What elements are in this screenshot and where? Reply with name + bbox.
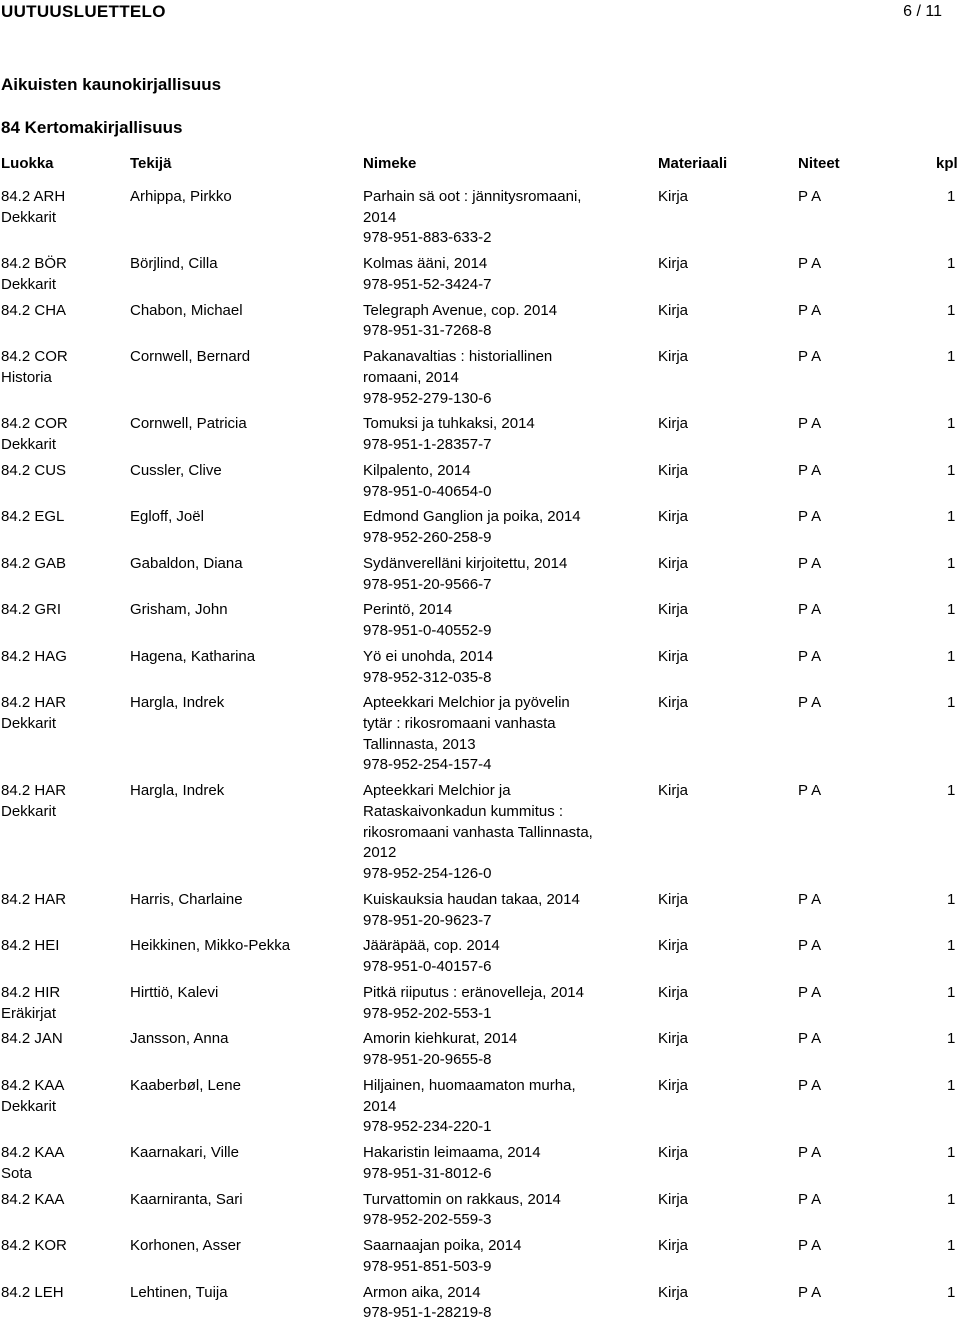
title-cell-line: Pakanavaltias : historiallinen — [363, 348, 553, 366]
title-cell — [363, 781, 633, 885]
class-cell — [1, 414, 121, 455]
book-list — [0, 187, 960, 1329]
title-cell — [363, 554, 633, 595]
title-cell — [363, 1143, 633, 1184]
material-cell: Kirja — [658, 647, 689, 665]
copies-cell: P A — [798, 1190, 822, 1208]
material-cell: Kirja — [658, 1076, 689, 1094]
count-cell: 1 — [947, 508, 956, 526]
title-cell-line: Jääräpää, cop. 2014 — [363, 937, 500, 955]
column-header-nimeke: Nimeke — [363, 155, 417, 172]
class-cell — [1, 187, 121, 228]
copies-cell: P A — [798, 1283, 822, 1301]
title-cell-line: Perintö, 2014 — [363, 601, 453, 619]
title-cell — [363, 693, 633, 776]
column-header-materiaali: Materiaali — [658, 155, 728, 172]
class-cell-line: Dekkarit — [1, 208, 57, 226]
class-cell — [1, 1029, 121, 1050]
page-header — [0, 2, 960, 24]
author-cell: Lehtinen, Tuija — [130, 1283, 228, 1301]
material-cell: Kirja — [658, 348, 689, 366]
class-cell-line: 84.2 HAR — [1, 890, 67, 908]
material-cell: Kirja — [658, 415, 689, 433]
title-cell — [363, 1236, 633, 1277]
copies-cell: P A — [798, 188, 822, 205]
title-cell-line: Rataskaivonkadun kummitus : — [363, 802, 564, 820]
copies-cell: P A — [798, 601, 822, 619]
class-cell — [1, 1076, 121, 1117]
title-cell-line: 978-952-202-559-3 — [363, 1211, 492, 1229]
author-cell: Egloff, Joël — [130, 508, 204, 526]
class-cell-line: 84.2 KOR — [1, 1237, 67, 1255]
title-cell-line: Telegraph Avenue, cop. 2014 — [363, 301, 558, 319]
page-number: 6 / 11 — [903, 3, 942, 20]
title-cell-line: Saarnaajan poika, 2014 — [363, 1237, 522, 1255]
author-cell: Hargla, Indrek — [130, 694, 225, 712]
table-row — [0, 1283, 960, 1329]
copies-cell: P A — [798, 937, 822, 955]
class-cell-line: 84.2 KAA — [1, 1076, 65, 1094]
title-cell — [363, 254, 633, 295]
count-cell: 1 — [947, 415, 956, 433]
table-row — [0, 936, 960, 983]
table-row — [0, 693, 960, 781]
material-cell: Kirja — [658, 782, 689, 800]
table-row — [0, 890, 960, 937]
material-cell: Kirja — [658, 601, 689, 619]
copies-cell: P A — [798, 415, 822, 433]
count-cell: 1 — [947, 601, 956, 619]
title-cell — [363, 1029, 633, 1070]
title-cell-line: 978-951-52-3424-7 — [363, 275, 492, 293]
material-cell: Kirja — [658, 890, 689, 908]
count-cell: 1 — [947, 554, 956, 572]
author-cell: Hagena, Katharina — [130, 647, 256, 665]
title-cell-line: 978-952-279-130-6 — [363, 389, 492, 407]
title-cell-line: 978-951-20-9566-7 — [363, 575, 492, 593]
title-cell — [363, 890, 633, 931]
copies-cell: P A — [798, 1076, 822, 1094]
count-cell: 1 — [947, 1237, 956, 1255]
count-cell: 1 — [947, 1144, 956, 1162]
column-header-tekija: Tekijä — [130, 155, 172, 172]
title-cell-line: 978-952-254-126-0 — [363, 865, 492, 883]
title-cell — [363, 301, 633, 342]
count-cell: 1 — [947, 647, 956, 665]
subsection-title: 84 Kertomakirjallisuus — [1, 118, 183, 137]
copies-cell: P A — [798, 461, 822, 479]
count-cell: 1 — [947, 348, 956, 366]
table-row — [0, 347, 960, 414]
title-cell-line: 978-951-31-7268-8 — [363, 322, 492, 340]
class-cell — [1, 647, 121, 668]
title-cell-line: 978-951-0-40157-6 — [363, 958, 492, 976]
copies-cell: P A — [798, 1237, 822, 1255]
class-cell — [1, 1143, 121, 1184]
author-cell: Hargla, Indrek — [130, 782, 225, 800]
title-cell-line: Hiljainen, huomaamaton murha, — [363, 1076, 576, 1094]
column-header-kpl: kpl — [936, 155, 958, 172]
class-cell-line: 84.2 HEI — [1, 937, 60, 955]
title-cell-line: Tallinnasta, 2013 — [363, 735, 476, 753]
author-cell: Kaaberbøl, Lene — [130, 1076, 241, 1094]
count-cell: 1 — [947, 1190, 956, 1208]
author-cell: Cussler, Clive — [130, 461, 222, 479]
count-cell: 1 — [947, 1076, 956, 1094]
material-cell: Kirja — [658, 937, 689, 955]
title-cell-line: 978-951-1-28357-7 — [363, 436, 492, 454]
table-row — [0, 507, 960, 554]
copies-cell: P A — [798, 647, 822, 665]
class-cell — [1, 600, 121, 621]
title-cell-line: 978-951-31-8012-6 — [363, 1164, 492, 1182]
table-row — [0, 301, 960, 348]
table-row — [0, 781, 960, 890]
author-cell: Jansson, Anna — [130, 1030, 229, 1048]
title-cell-line: 978-952-234-220-1 — [363, 1118, 492, 1136]
count-cell: 1 — [947, 1030, 956, 1048]
title-cell — [363, 187, 633, 249]
title-cell — [363, 507, 633, 548]
author-cell: Kaarniranta, Sari — [130, 1190, 243, 1208]
class-cell-line: Eräkirjat — [1, 1004, 57, 1022]
copies-cell: P A — [798, 301, 822, 319]
class-cell — [1, 347, 121, 388]
material-cell: Kirja — [658, 694, 689, 712]
table-row — [0, 187, 960, 254]
title-cell-line: tytär : rikosromaani vanhasta — [363, 715, 556, 733]
title-cell-line: 978-952-312-035-8 — [363, 668, 492, 686]
title-cell-line: 2014 — [363, 208, 397, 226]
count-cell: 1 — [947, 188, 956, 205]
class-cell — [1, 890, 121, 911]
column-header-luokka: Luokka — [1, 155, 54, 172]
title-cell-line: Armon aika, 2014 — [363, 1283, 481, 1301]
title-cell-line: Turvattomin on rakkaus, 2014 — [363, 1190, 561, 1208]
class-cell-line: Sota — [1, 1164, 32, 1182]
class-cell-line: Dekkarit — [1, 1097, 57, 1115]
title-cell-line: 2012 — [363, 844, 397, 862]
title-cell — [363, 347, 633, 409]
copies-cell: P A — [798, 890, 822, 908]
title-cell-line: 978-951-0-40552-9 — [363, 622, 492, 640]
class-cell-line: 84.2 COR — [1, 415, 68, 433]
author-cell: Heikkinen, Mikko-Pekka — [130, 937, 291, 955]
count-cell: 1 — [947, 694, 956, 712]
author-cell: Korhonen, Asser — [130, 1237, 241, 1255]
class-cell-line: 84.2 HAR — [1, 694, 67, 712]
title-cell-line: romaani, 2014 — [363, 368, 459, 386]
author-cell: Grisham, John — [130, 601, 228, 619]
author-cell: Cornwell, Bernard — [130, 348, 251, 366]
title-cell-line: 978-951-20-9623-7 — [363, 911, 492, 929]
column-headers — [0, 155, 960, 177]
title-cell-line: Parhain sä oot : jännitysromaani, — [363, 188, 582, 205]
table-row — [0, 461, 960, 508]
material-cell: Kirja — [658, 1283, 689, 1301]
class-cell — [1, 1236, 121, 1257]
class-cell-line: Historia — [1, 368, 52, 386]
author-cell: Cornwell, Patricia — [130, 415, 247, 433]
title-cell-line: 978-951-20-9655-8 — [363, 1051, 492, 1069]
title-cell-line: Apteekkari Melchior ja — [363, 782, 511, 800]
count-cell: 1 — [947, 937, 956, 955]
title-cell-line: 978-952-260-258-9 — [363, 529, 492, 547]
copies-cell: P A — [798, 554, 822, 572]
class-cell — [1, 507, 121, 528]
class-cell — [1, 1283, 121, 1304]
table-row — [0, 1029, 960, 1076]
count-cell: 1 — [947, 255, 956, 273]
table-row — [0, 600, 960, 647]
title-cell-line: Hakaristin leimaama, 2014 — [363, 1144, 541, 1162]
title-cell-line: 978-952-254-157-4 — [363, 756, 492, 774]
class-cell-line: 84.2 BÖR — [1, 255, 67, 273]
class-cell-line: 84.2 CUS — [1, 461, 67, 479]
title-cell-line: Kuiskauksia haudan takaa, 2014 — [363, 890, 580, 908]
material-cell: Kirja — [658, 508, 689, 526]
class-cell — [1, 693, 121, 734]
title-cell-line: 978-951-0-40654-0 — [363, 482, 492, 500]
class-cell-line: Dekkarit — [1, 436, 57, 454]
class-cell-line: 84.2 HIR — [1, 983, 61, 1001]
title-cell-line: 978-952-202-553-1 — [363, 1004, 492, 1022]
class-cell-line: 84.2 GRI — [1, 601, 62, 619]
title-cell-line: Apteekkari Melchior ja pyövelin — [363, 694, 570, 712]
copies-cell: P A — [798, 782, 822, 800]
title-cell-line: Amorin kiehkurat, 2014 — [363, 1030, 518, 1048]
class-cell-line: Dekkarit — [1, 275, 57, 293]
class-cell — [1, 254, 121, 295]
author-cell: Gabaldon, Diana — [130, 554, 243, 572]
class-cell — [1, 301, 121, 322]
column-header-niteet: Niteet — [798, 155, 840, 172]
copies-cell: P A — [798, 348, 822, 366]
title-cell-line: Sydänverelläni kirjoitettu, 2014 — [363, 554, 568, 572]
title-cell — [363, 647, 633, 688]
class-cell — [1, 554, 121, 575]
class-cell — [1, 461, 121, 482]
title-cell-line: Edmond Ganglion ja poika, 2014 — [363, 508, 581, 526]
material-cell: Kirja — [658, 188, 689, 205]
class-cell-line: Dekkarit — [1, 715, 57, 733]
material-cell: Kirja — [658, 1144, 689, 1162]
count-cell: 1 — [947, 782, 956, 800]
title-cell — [363, 414, 633, 455]
class-cell — [1, 936, 121, 957]
title-cell — [363, 600, 633, 641]
title-cell — [363, 1190, 633, 1231]
title-cell-line: 978-951-1-28219-8 — [363, 1304, 492, 1322]
table-row — [0, 983, 960, 1030]
class-cell-line: 84.2 KAA — [1, 1144, 65, 1162]
title-cell — [363, 1283, 633, 1324]
title-cell-line: 978-951-883-633-2 — [363, 229, 492, 247]
material-cell: Kirja — [658, 554, 689, 572]
copies-cell: P A — [798, 508, 822, 526]
author-cell: Börjlind, Cilla — [130, 255, 218, 273]
count-cell: 1 — [947, 983, 956, 1001]
material-cell: Kirja — [658, 255, 689, 273]
title-cell — [363, 983, 633, 1024]
title-cell-line: Tomuksi ja tuhkaksi, 2014 — [363, 415, 535, 433]
table-row — [0, 254, 960, 301]
material-cell: Kirja — [658, 1190, 689, 1208]
table-row — [0, 1076, 960, 1143]
count-cell: 1 — [947, 890, 956, 908]
table-row — [0, 647, 960, 694]
title-cell-line: Kolmas ääni, 2014 — [363, 255, 488, 273]
title-cell-line: Kilpalento, 2014 — [363, 461, 471, 479]
class-cell-line: Dekkarit — [1, 802, 57, 820]
count-cell: 1 — [947, 1283, 956, 1301]
class-cell-line: 84.2 CHA — [1, 301, 67, 319]
author-cell: Arhippa, Pirkko — [130, 188, 232, 205]
material-cell: Kirja — [658, 1030, 689, 1048]
class-cell-line: 84.2 LEH — [1, 1283, 64, 1301]
copies-cell: P A — [798, 983, 822, 1001]
section-title: Aikuisten kaunokirjallisuus — [1, 75, 222, 94]
title-cell-line: 978-951-851-503-9 — [363, 1257, 492, 1275]
author-cell: Harris, Charlaine — [130, 890, 243, 908]
title-cell — [363, 1076, 633, 1138]
copies-cell: P A — [798, 1144, 822, 1162]
title-cell — [363, 936, 633, 977]
author-cell: Hirttiö, Kalevi — [130, 983, 219, 1001]
table-row — [0, 554, 960, 601]
count-cell: 1 — [947, 301, 956, 319]
class-cell-line: 84.2 HAG — [1, 647, 67, 665]
author-cell: Chabon, Michael — [130, 301, 243, 319]
title-cell-line: Pitkä riiputus : eränovelleja, 2014 — [363, 983, 584, 1001]
class-cell — [1, 983, 121, 1024]
copies-cell: P A — [798, 694, 822, 712]
table-row — [0, 1143, 960, 1190]
material-cell: Kirja — [658, 461, 689, 479]
class-cell — [1, 1190, 121, 1211]
class-cell — [1, 781, 121, 822]
class-cell-line: 84.2 EGL — [1, 508, 65, 526]
class-cell-line: 84.2 HAR — [1, 782, 67, 800]
copies-cell: P A — [798, 1030, 822, 1048]
class-cell-line: 84.2 GAB — [1, 554, 67, 572]
author-cell: Kaarnakari, Ville — [130, 1144, 239, 1162]
count-cell: 1 — [947, 461, 956, 479]
title-cell — [363, 461, 633, 502]
title-cell-line: rikosromaani vanhasta Tallinnasta, — [363, 823, 593, 841]
material-cell: Kirja — [658, 983, 689, 1001]
class-cell-line: 84.2 ARH — [1, 188, 66, 205]
material-cell: Kirja — [658, 301, 689, 319]
class-cell-line: 84.2 KAA — [1, 1190, 65, 1208]
class-cell-line: 84.2 JAN — [1, 1030, 63, 1048]
material-cell: Kirja — [658, 1237, 689, 1255]
table-row — [0, 414, 960, 461]
copies-cell: P A — [798, 255, 822, 273]
document-title: UUTUUSLUETTELO — [1, 2, 166, 21]
title-cell-line: 2014 — [363, 1097, 397, 1115]
title-cell-line: Yö ei unohda, 2014 — [363, 647, 494, 665]
table-row — [0, 1190, 960, 1237]
class-cell-line: 84.2 COR — [1, 348, 68, 366]
table-row — [0, 1236, 960, 1283]
